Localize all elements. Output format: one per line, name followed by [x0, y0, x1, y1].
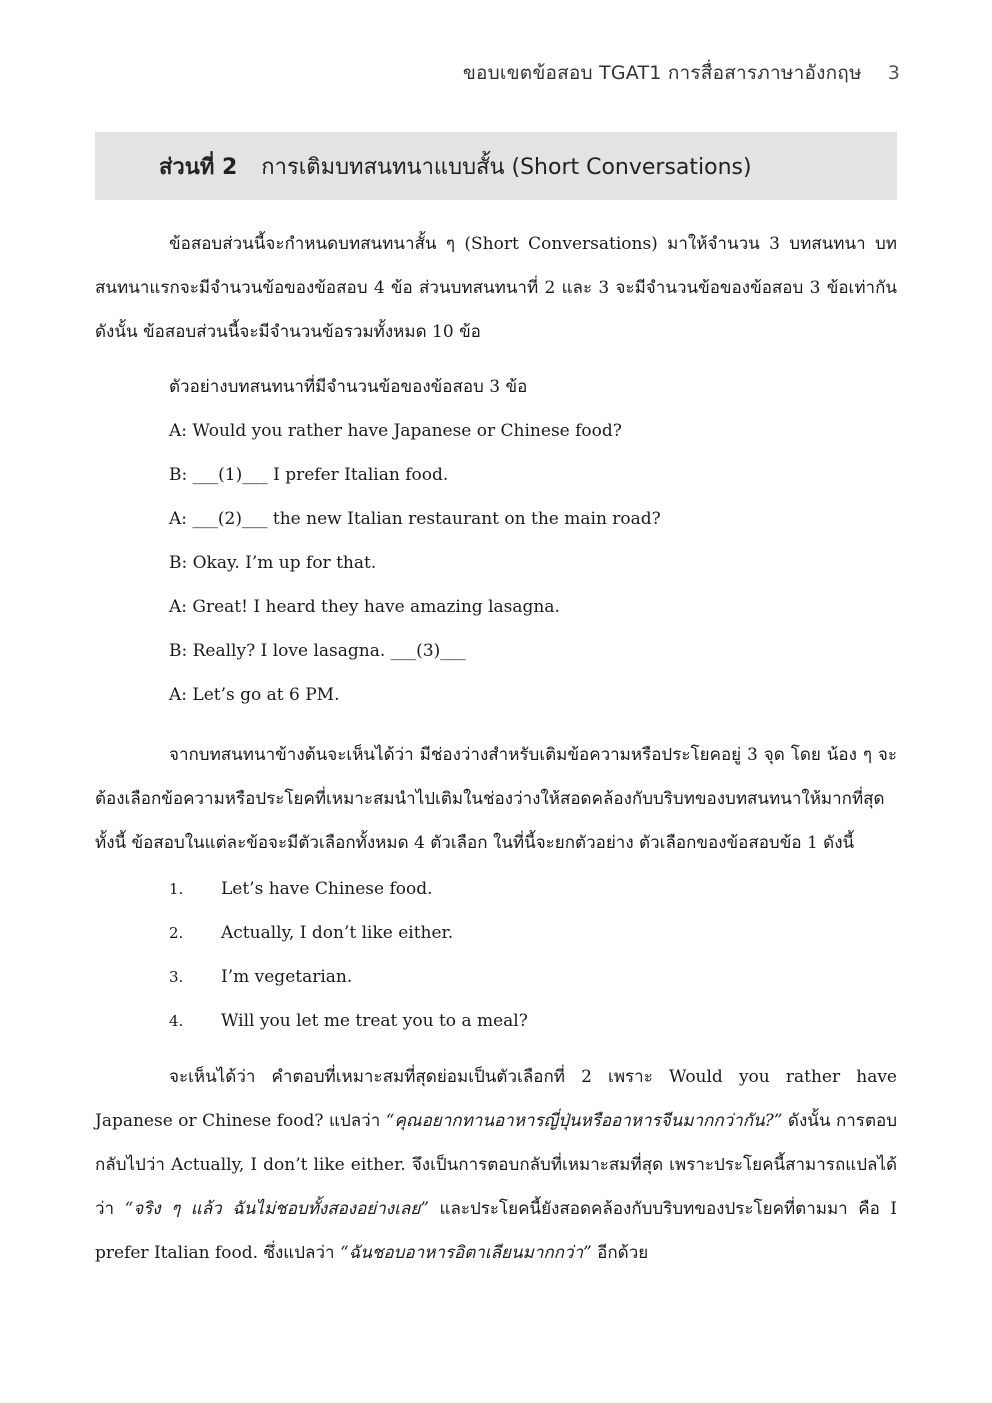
- explanation-paragraph: จากบทสนทนาข้างต้นจะเห็นได้ว่า มีช่องว่างสำหรับเติมข้อความหรือประโยคอยู่ 3 จุด โดย น้อง ๆ จะต้องเลือกข้อความหรือประโยคที่เหมาะสมนำไปเติมในช่องว่างให้สอดคล้องกับบริบทของบทสนทนาให้มากที่สุด ทั้งนี้ ข้อสอบในแต่ละข้อจะมีตัวเลือกทั้งหมด 4 ตัวเลือก ในที่นี้จะยกตัวอย่าง ตัวเลือกของข้อสอบข้อ 1 ดังนี้: [95, 745, 897, 853]
- option-text: Let’s have Chinese food.: [221, 879, 433, 899]
- answer-text: อีกด้วย: [591, 1243, 649, 1263]
- dialog-line: A: Let’s go at 6 PM.: [169, 685, 340, 705]
- option-list: [169, 867, 897, 1043]
- answer-text: ดังนั้น การตอบกลับไปว่า Actually, I don’t like either. จึงเป็นการตอบกลับที่เหมาะสมที่สุด เพราะประโยคนี้สามารถแปลได้ว่า: [95, 1111, 897, 1219]
- answer-text: จะเห็นได้ว่า คำตอบที่เหมาะสมที่สุดย่อมเป็นตัวเลือกที่ 2 เพราะ Would you rather have Japanese or Chinese food? แปลว่า: [95, 1067, 897, 1131]
- dialog-line: B: ___(1)___ I prefer Italian food.: [169, 465, 449, 485]
- intro-paragraph: ข้อสอบส่วนนี้จะกำหนดบทสนทนาสั้น ๆ (Short Conversations) มาให้จำนวน 3 บทสนทนา บทสนทนาแรกจะมีจำนวนข้อของข้อสอบ 4 ข้อ ส่วนบทสนทนาที่ 2 และ 3 จะมีจำนวนข้อของข้อสอบ 3 ข้อเท่ากัน ดังนั้น ข้อสอบส่วนนี้จะมีจำนวนข้อรวมทั้งหมด 10 ข้อ: [95, 234, 897, 342]
- option-item: [169, 867, 897, 911]
- answer-paragraph: [95, 1055, 897, 1275]
- answer-quote: “จริง ๆ แล้ว ฉันไม่ชอบทั้งสองอย่างเลย”: [124, 1199, 429, 1219]
- section-title: การเติมบทสนทนาแบบสั้น (Short Conversations): [261, 154, 752, 180]
- option-text: Actually, I don’t like either.: [221, 923, 454, 943]
- page-number: 3: [887, 62, 900, 84]
- option-number: 1.: [169, 880, 184, 898]
- option-number: 2.: [169, 924, 184, 942]
- page-header: [463, 58, 900, 88]
- answer-quote: “คุณอยากทานอาหารญี่ปุ่นหรืออาหารจีนมากกว่ากัน?”: [385, 1111, 783, 1131]
- header-title: ขอบเขตข้อสอบ TGAT1 การสื่อสารภาษาอังกฤษ: [462, 62, 862, 84]
- option-number: 4.: [169, 1012, 184, 1030]
- dialog-line: A: Would you rather have Japanese or Chinese food?: [169, 421, 622, 441]
- answer-quote: “ฉันชอบอาหารอิตาเลียนมากกว่า”: [339, 1243, 592, 1263]
- answer-text: และประโยคนี้ยังสอดคล้องกับบริบทของประโยคที่ตามมา คือ I prefer Italian food. ซึ่งแปลว่า: [95, 1199, 898, 1263]
- page-content: [95, 222, 897, 1275]
- example-heading: ตัวอย่างบทสนทนาที่มีจำนวนข้อของข้อสอบ 3 ข้อ: [169, 377, 528, 397]
- option-item: [169, 955, 897, 999]
- option-item: [169, 911, 897, 955]
- dialog-line: B: Okay. I’m up for that.: [169, 553, 377, 573]
- section-banner: [95, 132, 897, 200]
- option-text: Will you let me treat you to a meal?: [221, 1011, 528, 1031]
- option-text: I’m vegetarian.: [221, 967, 353, 987]
- option-number: 3.: [169, 968, 184, 986]
- dialog: [95, 409, 897, 717]
- option-item: [169, 999, 897, 1043]
- dialog-line: B: Really? I love lasagna. ___(3)___: [169, 641, 466, 661]
- dialog-line: A: Great! I heard they have amazing lasagna.: [169, 597, 560, 617]
- section-label: ส่วนที่ 2: [159, 154, 238, 180]
- dialog-line: A: ___(2)___ the new Italian restaurant on the main road?: [169, 509, 661, 529]
